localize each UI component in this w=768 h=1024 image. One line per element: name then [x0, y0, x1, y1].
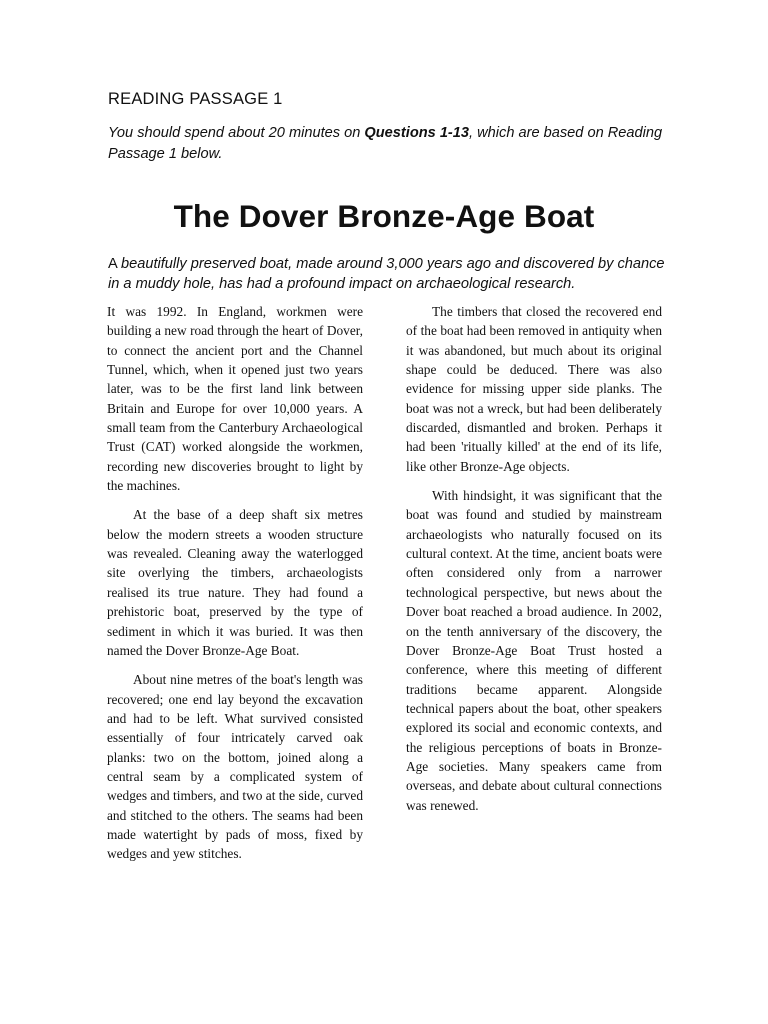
passage-title: The Dover Bronze-Age Boat: [173, 198, 595, 234]
section-heading: READING PASSAGE 1: [108, 90, 283, 108]
instruction-questions-range: Questions 1-13: [364, 125, 470, 141]
paragraph-3: About nine metres of the boat's length was recovered; one end lay beyond the excavation and had to be left. What survived consisted essentially of four intricately carved oak planks: two on the bottom, joined along a central seam by a complicated system of wedges and timbers, and two at the side, curved and stitched to the others. The seams had been made watertight by pads of moss, fixed by wedges and yew stitches.: [107, 672, 363, 862]
right-column: [406, 302, 662, 825]
passage-subtitle: [108, 254, 668, 294]
paragraph-4: The timbers that closed the recovered end of the boat had been removed in antiquity when it was abandoned, but much about its original shape could be deduced. There was also evidence for missing upper side planks. The boat was not a wreck, but had been deliberately discarded, dismantled and broken. Perhaps it had been 'ritually killed' at the end of its life, like other Bronze-Age objects.: [406, 304, 662, 474]
subtitle-text: beautifully preserved boat, made around 3,000 years ago and discovered by chance in a muddy hole, has had a profound impact on archaeological research.: [108, 256, 665, 292]
paragraph-2: At the base of a deep shaft six metres below the modern streets a wooden structure was revealed. Cleaning away the waterlogged site overlying the timbers, archaeologists realised its true nature. They had found a prehistoric boat, preserved by the type of sediment in which it was buried. It was then named the Dover Bronze-Age Boat.: [107, 507, 363, 658]
left-column: [107, 302, 363, 874]
instruction-text-start: You should spend about 20 minutes on: [108, 125, 365, 141]
instructions: [108, 123, 668, 165]
paragraph-1: It was 1992. In England, workmen were building a new road through the heart of Dover, to connect the ancient port and the Channel Tunnel, which, when it opened just two years later, was to be the first land link between Britain and Europe for over 10,000 years. A small team from the Canterbury Archaeological Trust (CAT) worked alongside the workmen, recording new discoveries brought to light by the machines.: [107, 304, 363, 494]
subtitle-first-word: A: [108, 256, 121, 272]
instruction-text-end: , which are based on Reading Passage 1 below.: [108, 125, 663, 162]
paragraph-5: With hindsight, it was significant that the boat was found and studied by mainstream archaeologists who naturally focused on its cultural context. At the time, ancient boats were often considered only from a narrower technological perspective, but news about the Dover boat reached a broad audience. In 2002, on the tenth anniversary of the discovery, the Dover Bronze-Age Boat Trust hosted a conference, where this meeting of different traditions became apparent. Alongside technical papers about the boat, other speakers explored its social and economic contexts, and the religious perceptions of boats in Bronze-Age societies. Many speakers came from overseas, and debate about cultural connections was renewed.: [406, 488, 662, 813]
